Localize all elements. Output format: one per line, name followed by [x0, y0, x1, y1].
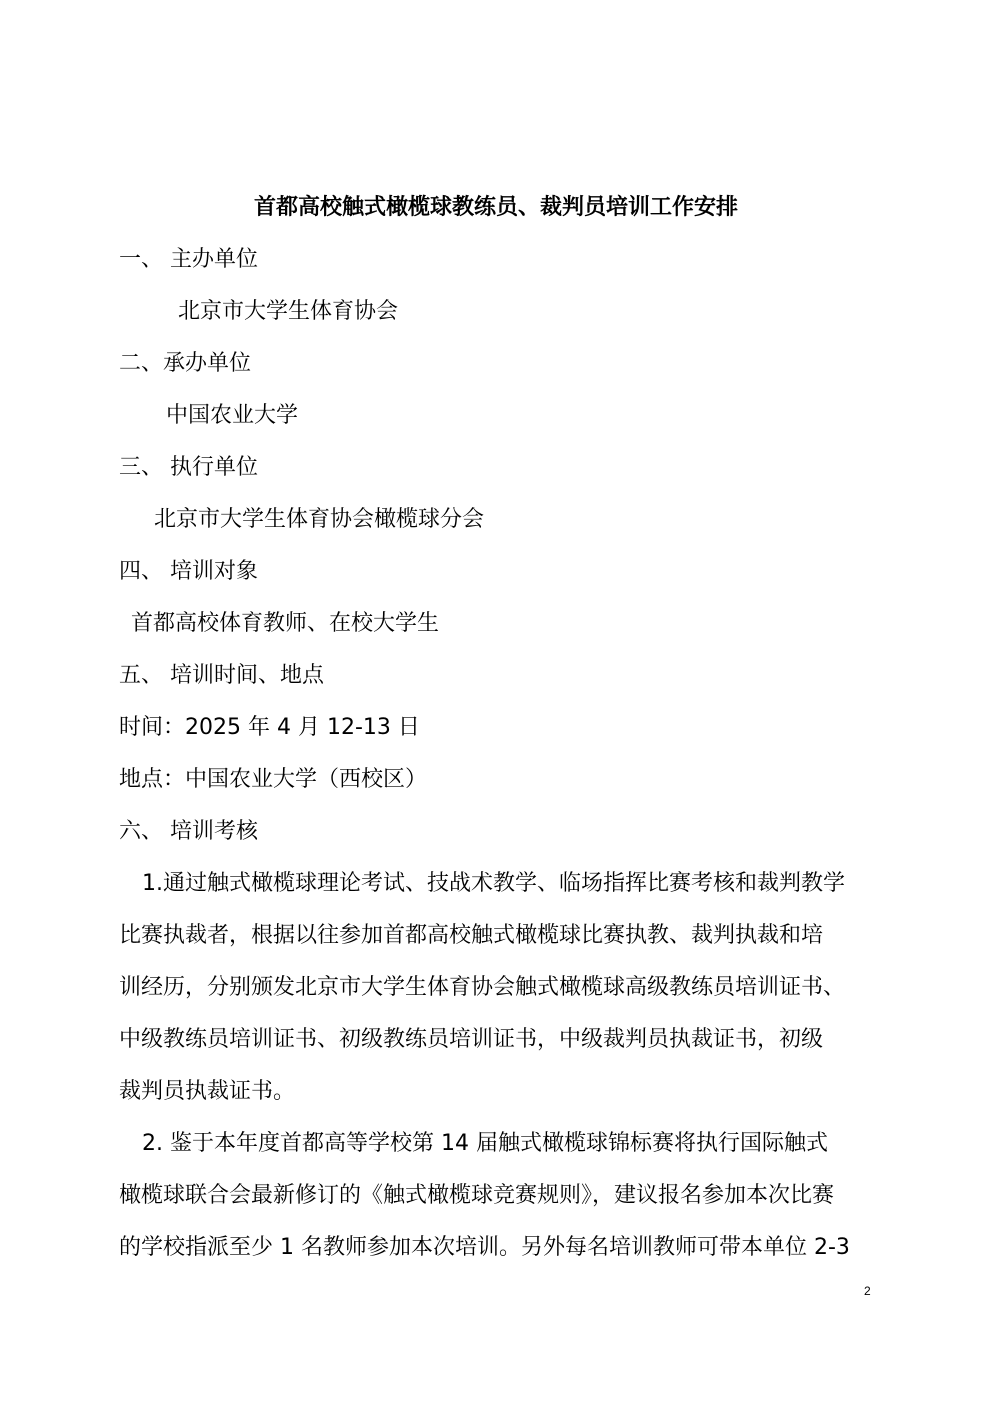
- section-content-organizer: 北京市大学生体育协会: [178, 299, 399, 324]
- section-content-executor: 北京市大学生体育协会橄榄球分会: [154, 507, 485, 532]
- paragraph-2-line: 的学校指派至少 1 名教师参加本次培训。另外每名培训教师可带本单位 2-3: [119, 1235, 850, 1260]
- section-time: 时间：2025 年 4 月 12-13 日: [119, 715, 420, 740]
- paragraph-2-line: 2. 鉴于本年度首都高等学校第 14 届触式橄榄球锦标赛将执行国际触式: [142, 1131, 828, 1156]
- paragraph-1-line: 中级教练员培训证书、初级教练员培训证书，中级裁判员执裁证书，初级: [119, 1027, 824, 1052]
- paragraph-1-line: 裁判员执裁证书。: [119, 1079, 296, 1104]
- section-heading-trainees: 四、 培训对象: [119, 559, 258, 584]
- document-title: 首都高校触式橄榄球教练员、裁判员培训工作安排: [253, 195, 738, 220]
- section-content-host: 中国农业大学: [166, 403, 299, 428]
- paragraph-2-line: 橄榄球联合会最新修订的《触式橄榄球竞赛规则》，建议报名参加本次比赛: [119, 1183, 835, 1208]
- paragraph-1-line: 训经历，分别颁发北京市大学生体育协会触式橄榄球高级教练员培训证书、: [119, 975, 846, 1000]
- section-heading-executor: 三、 执行单位: [119, 455, 258, 480]
- section-place: 地点：中国农业大学（西校区）: [119, 767, 428, 792]
- section-heading-organizer: 一、 主办单位: [119, 247, 258, 272]
- section-heading-host: 二、承办单位: [119, 351, 252, 376]
- paragraph-1-line: 1.通过触式橄榄球理论考试、技战术教学、临场指挥比赛考核和裁判教学: [142, 871, 845, 896]
- paragraph-1-line: 比赛执裁者，根据以往参加首都高校触式橄榄球比赛执教、裁判执裁和培: [119, 923, 824, 948]
- page-number: 2: [864, 1284, 871, 1298]
- section-heading-time-place: 五、 培训时间、地点: [119, 663, 324, 688]
- section-content-trainees: 首都高校体育教师、在校大学生: [131, 611, 440, 636]
- section-heading-assessment: 六、 培训考核: [119, 819, 258, 844]
